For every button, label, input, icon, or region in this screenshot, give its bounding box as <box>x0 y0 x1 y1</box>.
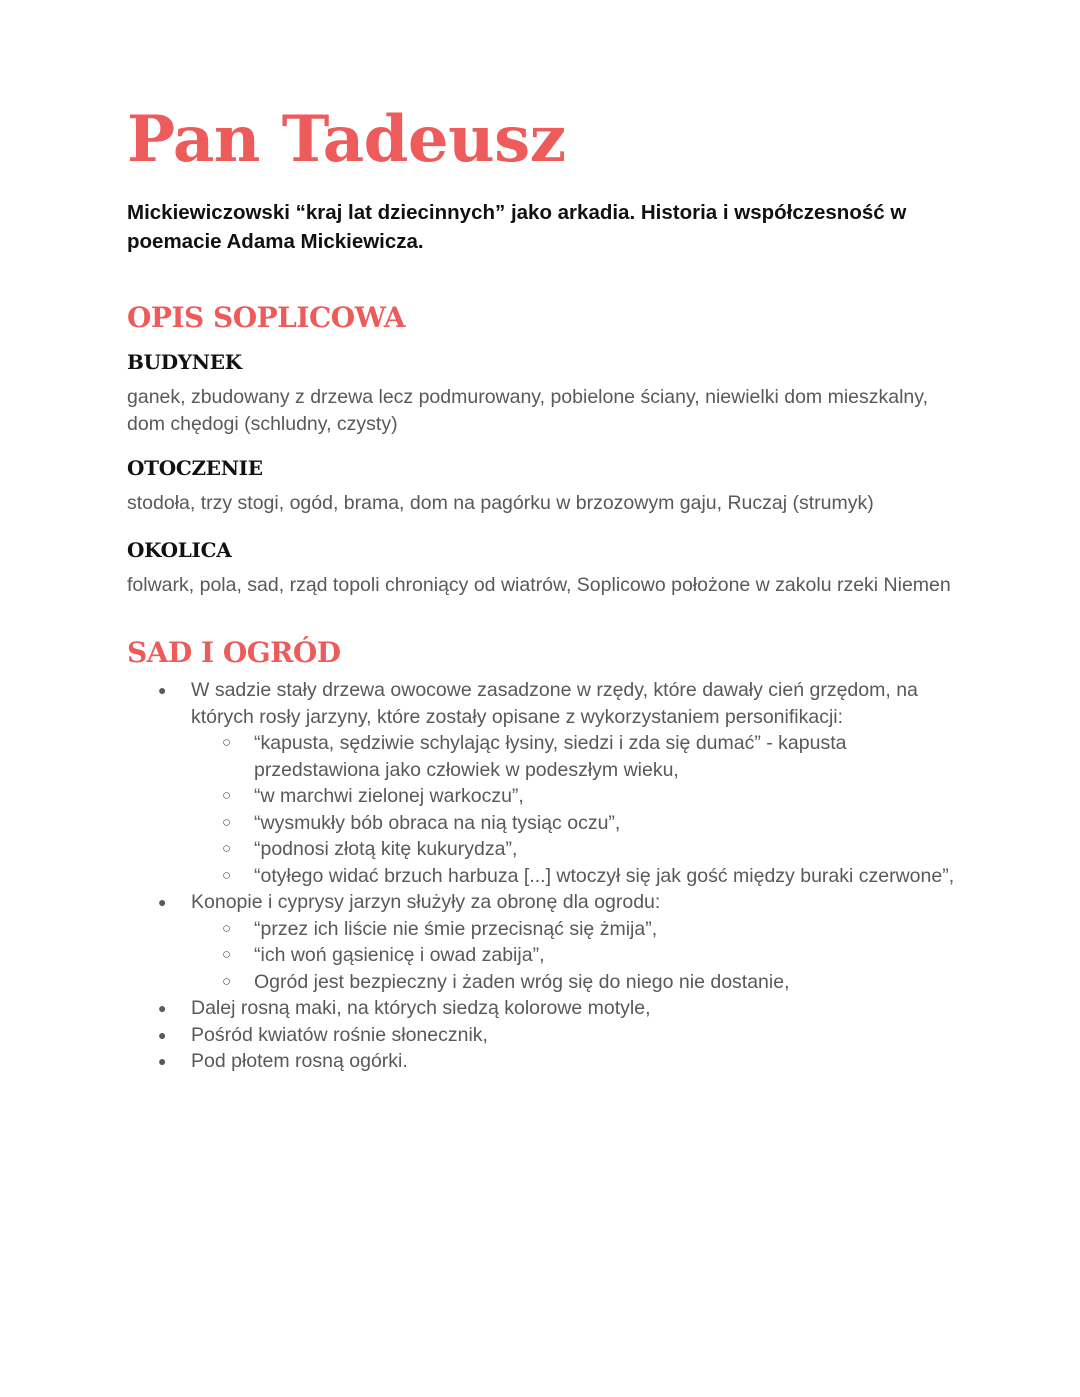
document-content <box>127 100 957 1075</box>
nested-list-item: ○ “otyłego widać brzuch harbuza [...] wtoczył się jak gość między buraki czerwone”, <box>191 863 957 890</box>
nested-list-item: ○ “przez ich liście nie śmie przecisnąć się żmija”, <box>191 916 957 943</box>
okolica-text: folwark, pola, sad, rząd topoli chroniący od wiatrów, Soplicowo położone w zakolu rzeki Niemen <box>127 573 951 596</box>
section-heading-opis-soplicowa: OPIS SOPLICOWA <box>127 301 406 334</box>
list-item-text: Pod płotem rosną ogórki. <box>191 1050 408 1072</box>
list-item-text: W sadzie stały drzewa owocowe zasadzone w rzędy, które dawały cień grzędom, na których rosły jarzyny, które zostały opisane z wykorzystaniem personifikacji: <box>191 679 918 728</box>
list-item <box>127 889 957 995</box>
section-heading-sad-i-ogrod: SAD I OGRÓD <box>127 636 341 669</box>
nested-list-item: ○ “podnosi złotą kitę kukurydza”, <box>191 836 957 863</box>
nested-list-item: ○ “wysmukły bób obraca na nią tysiąc oczu”, <box>191 810 957 837</box>
subheading-okolica: OKOLICA <box>127 537 232 562</box>
sad-bullet-list <box>127 677 957 1075</box>
nested-list-item: ○ “kapusta, sędziwie schylając łysiny, siedzi i zda się dumać” - kapusta przedstawiona jako człowiek w podeszłym wieku, <box>191 730 957 783</box>
subheading-budynek: BUDYNEK <box>127 350 242 374</box>
list-item <box>127 677 957 889</box>
nested-list <box>191 916 957 996</box>
nested-list <box>191 730 957 889</box>
budynek-text: ganek, zbudowany z drzewa lecz podmurowany, pobielone ściany, niewielki dom mieszkalny, dom chędogi (schludny, czysty) <box>127 386 928 435</box>
nested-list-item: ○ “w marchwi zielonej warkoczu”, <box>191 783 957 810</box>
list-item-text: Pośród kwiatów rośnie słonecznik, <box>191 1023 488 1046</box>
list-item <box>127 1022 957 1049</box>
list-item-text: Konopie i cyprysy jarzyn służyły za obronę dla ogrodu: <box>191 891 661 913</box>
nested-list-item: ○ “ich woń gąsienicę i owad zabija”, <box>191 942 957 969</box>
nested-list-item: ○ Ogród jest bezpieczny i żaden wróg się do niego nie dostanie, <box>191 969 957 996</box>
list-item-text: Dalej rosną maki, na których siedzą kolorowe motyle, <box>191 997 651 1019</box>
subheading-otoczenie: OTOCZENIE <box>127 456 263 480</box>
list-item <box>127 1048 957 1075</box>
document-subtitle: Mickiewiczowski “kraj lat dziecinnych” jako arkadia. Historia i współczesność w poemacie Adama Mickiewicza. <box>127 201 907 253</box>
list-item <box>127 995 957 1022</box>
document-title: Pan Tadeusz <box>127 102 566 177</box>
otoczenie-text: stodoła, trzy stogi, ogód, brama, dom na pagórku w brzozowym gaju, Ruczaj (strumyk) <box>127 492 874 514</box>
